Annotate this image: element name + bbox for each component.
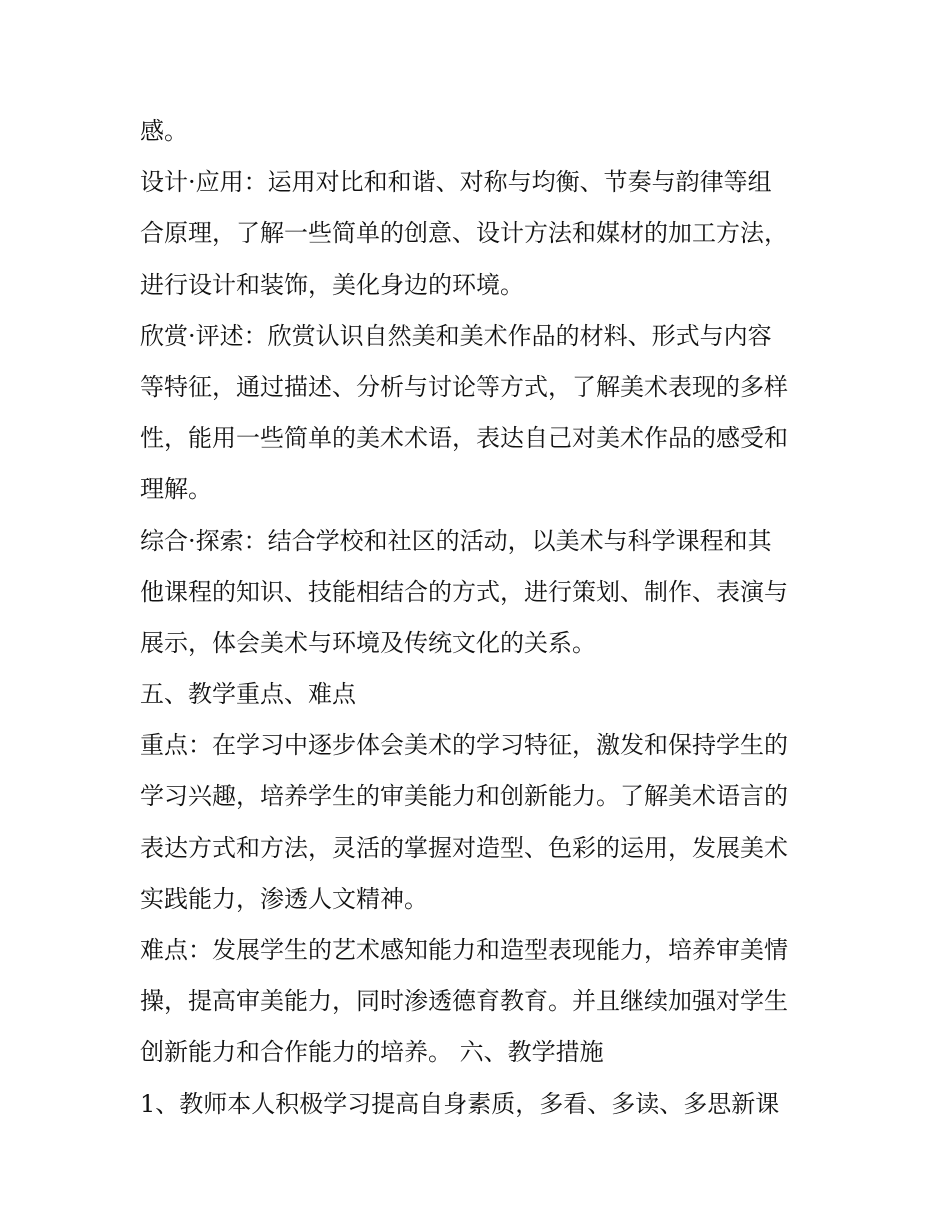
text-line: 表达方式和方法，灵活的掌握对造型、色彩的运用，发展美术	[140, 833, 788, 862]
text-line: 实践能力，渗透人文精神。	[140, 884, 428, 913]
text-line: 等特征，通过描述、分析与讨论等方式，了解美术表现的多样	[140, 372, 788, 401]
text-line: 1、教师本人积极学习提高自身素质，多看、多读、多思新课	[140, 1089, 780, 1118]
document-body	[140, 106, 820, 1130]
text-line: 设计·应用：运用对比和和谐、对称与均衡、节奏与韵律等组	[140, 168, 772, 197]
text-line: 感。	[140, 117, 188, 145]
text-line: 综合·探索：结合学校和社区的活动，以美术与科学课程和其	[140, 526, 772, 555]
text-line: 学习兴趣，培养学生的审美能力和创新能力。了解美术语言的	[140, 782, 788, 811]
text-line: 欣赏·评述：欣赏认识自然美和美术作品的材料、形式与内容	[140, 321, 772, 350]
text-line: 操，提高审美能力，同时渗透德育教育。并且继续加强对学生	[140, 987, 788, 1016]
text-line: 他课程的知识、技能相结合的方式，进行策划、制作、表演与	[140, 577, 788, 606]
text-line: 创新能力和合作能力的培养。 六、教学措施	[140, 1038, 604, 1067]
text-line: 难点：发展学生的艺术感知能力和造型表现能力，培养审美情	[140, 936, 788, 964]
text-line: 合原理，了解一些简单的创意、设计方法和媒材的加工方法，	[140, 219, 788, 248]
text-line: 重点：在学习中逐步体会美术的学习特征，激发和保持学生的	[140, 731, 788, 760]
text-line: 展示，体会美术与环境及传统文化的关系。	[140, 628, 596, 657]
text-line: 进行设计和装饰，美化身边的环境。	[140, 270, 524, 299]
text-line: 理解。	[140, 475, 212, 504]
text-line: 性，能用一些简单的美术术语，表达自己对美术作品的感受和	[140, 424, 788, 453]
section-heading: 五、教学重点、难点	[140, 680, 356, 709]
